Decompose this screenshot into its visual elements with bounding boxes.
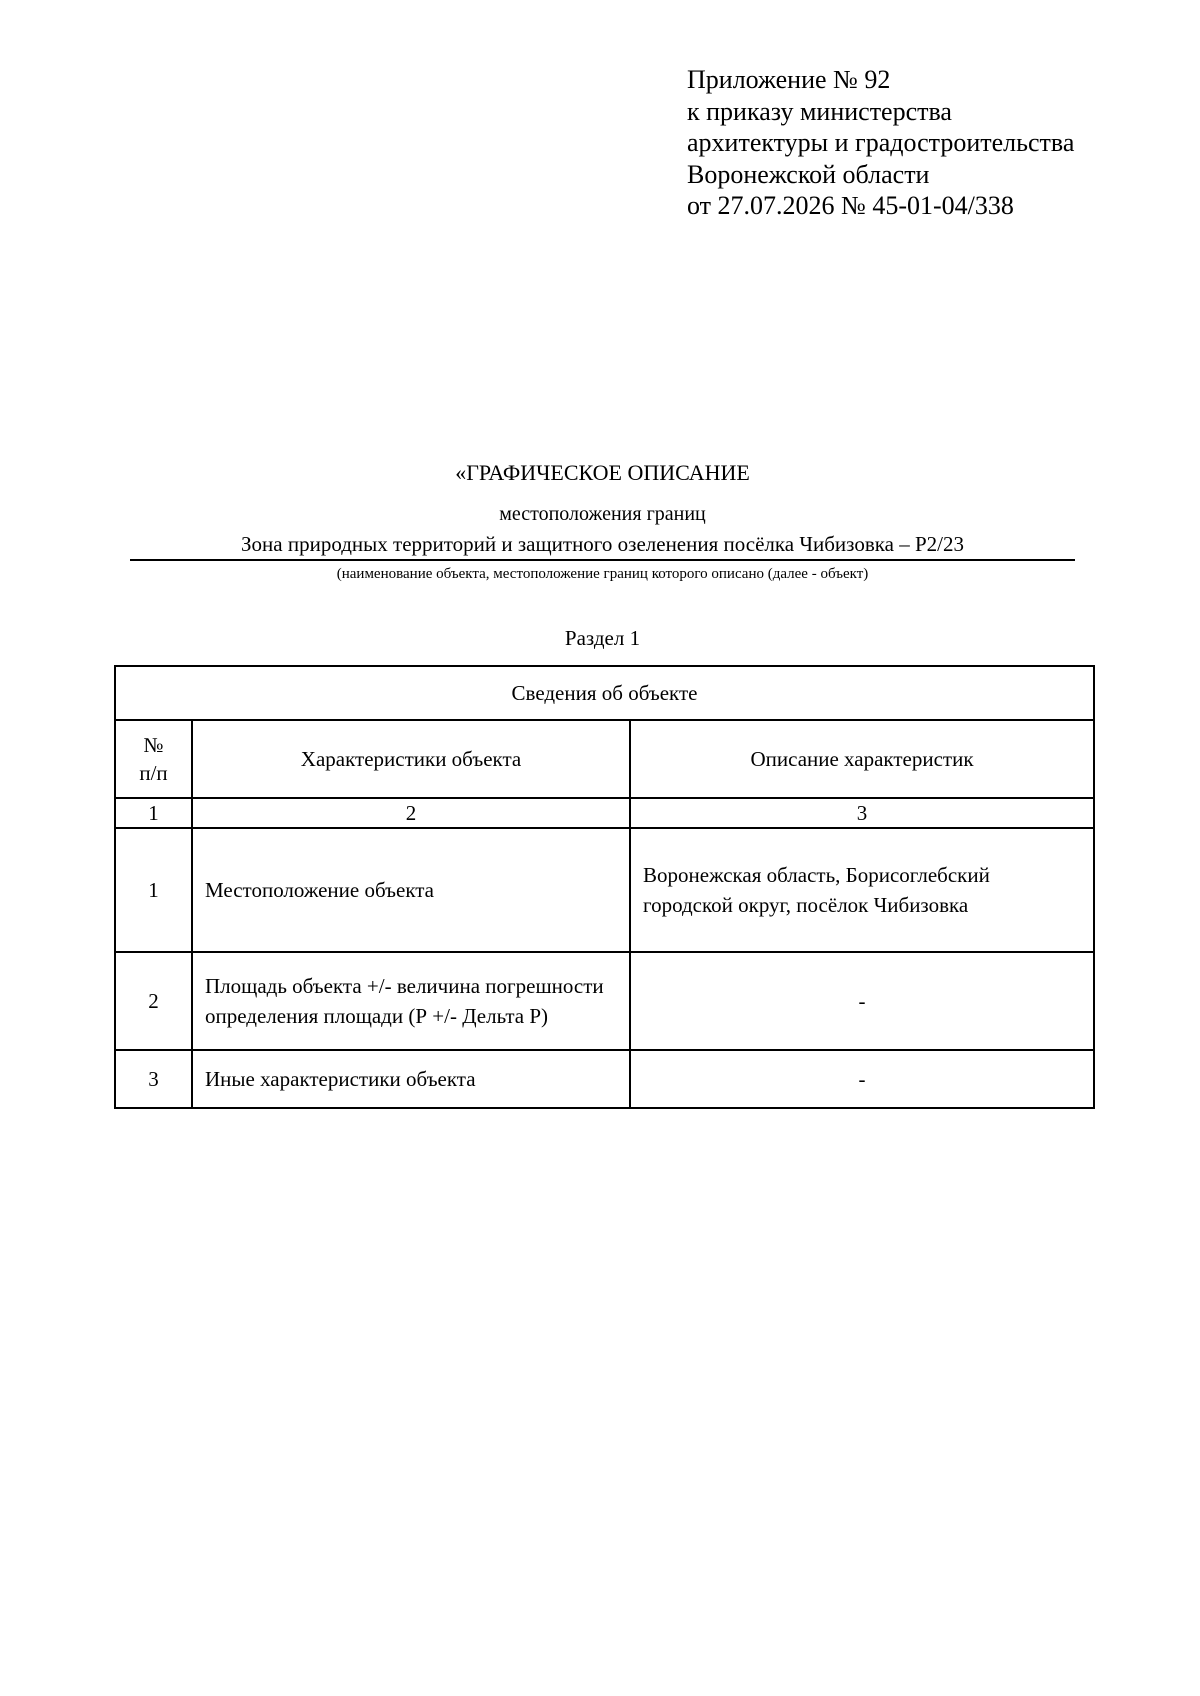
table-caption-row <box>115 666 1094 720</box>
section-label: Раздел 1 <box>564 626 641 650</box>
table-row <box>115 828 1094 952</box>
row-characteristic: Иные характеристики объекта <box>192 1050 630 1108</box>
row-number: 3 <box>115 1050 192 1108</box>
column-index: 1 <box>115 798 192 828</box>
object-name-caption: (наименование объекта, местоположение границ которого описано (далее - объект) <box>336 566 869 582</box>
row-description: Воронежская область, Борисоглебский городской округ, посёлок Чибизовка <box>630 828 1094 952</box>
row-characteristic: Площадь объекта +/- величина погрешности определения площади (Р +/- Дельта Р) <box>192 952 630 1050</box>
appendix-line: Воронежской области <box>687 159 930 189</box>
table-column-index-row <box>115 798 1094 828</box>
row-characteristic: Местоположение объекта <box>192 828 630 952</box>
table-caption: Сведения об объекте <box>115 666 1094 720</box>
header-number-abbrev: п/п <box>139 761 168 785</box>
appendix-line: от 27.07.2026 № 45-01-04/338 <box>687 191 1014 220</box>
header-number <box>115 720 192 798</box>
appendix-line: архитектуры и градостроительства <box>687 128 1075 157</box>
column-index: 3 <box>630 798 1094 828</box>
object-name: Зона природных территорий и защитного озеленения посёлка Чибизовка – Р2/23 <box>130 529 1075 561</box>
column-index: 2 <box>192 798 630 828</box>
table-row <box>115 1050 1094 1108</box>
table-header-row <box>115 720 1094 798</box>
header-number-symbol: № <box>143 733 164 757</box>
table-row <box>115 952 1094 1050</box>
row-description: - <box>630 1050 1094 1108</box>
object-info-table <box>114 665 1095 1109</box>
appendix-line: к приказу министерства <box>687 96 952 126</box>
row-description: - <box>630 952 1094 1050</box>
document-subtitle: местоположения границ <box>499 503 706 525</box>
header-characteristic: Характеристики объекта <box>192 720 630 798</box>
header-description: Описание характеристик <box>630 720 1094 798</box>
document-title: «ГРАФИЧЕСКОЕ ОПИСАНИЕ <box>455 460 750 485</box>
appendix-line: Приложение № 92 <box>687 65 891 94</box>
row-number: 2 <box>115 952 192 1050</box>
appendix-block <box>687 64 1074 222</box>
row-number: 1 <box>115 828 192 952</box>
